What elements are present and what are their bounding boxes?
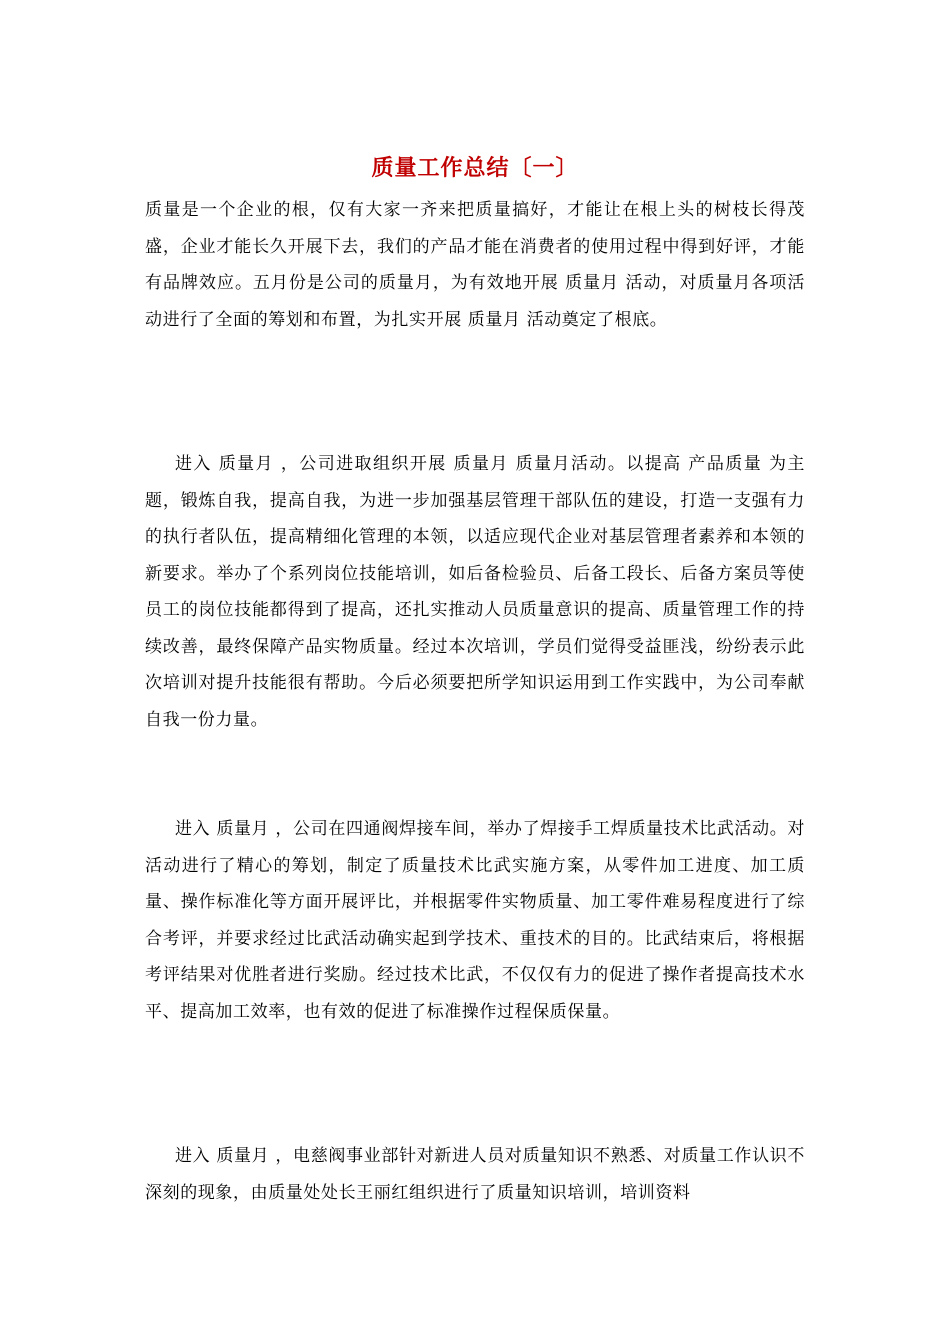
paragraph-training: 进入 质量月 ，公司进取组织开展 质量月 质量月活动。以提高 产品质量 为主题，锻炼自我，提高自我，为进一步加强基层管理干部队伍的建设，打造一支强有力的执行者队伍，提高精细化管理的本领，以适应现代企业对基层管理者素养和本领的新要求。举办了个系列岗位技能培训，如后备检验员、后备工段长、后备方案员等使员工的岗位技能都得到了提高，还扎实推动人员质量意识的提高、质量管理工作的持续改善，最终保障产品实物质量。经过本次培训，学员们觉得受益匪浅，纷纷表示此次培训对提升技能很有帮助。今后必须要把所学知识运用到工作实践中，为公司奉献自我一份力量。 xyxy=(145,454,805,730)
document-title: 质量工作总结〔一〕 xyxy=(371,155,579,181)
paragraph-intro: 质量是一个企业的根，仅有大家一齐来把质量搞好，才能让在根上头的树枝长得茂盛，企业才能长久开展下去，我们的产品才能在消费者的使用过程中得到好评，才能有品牌效应。五月份是公司的质量月，为有效地开展 质量月 活动，对质量月各项活动进行了全面的筹划和布置，为扎实开展 质量月 活动奠定了根底。 xyxy=(145,200,805,330)
paragraph-knowledge-training: 进入 质量月 ，电慈阀事业部针对新进人员对质量知识不熟悉、对质量工作认识不深刻的现象，由质量处处长王丽红组织进行了质量知识培训，培训资料 xyxy=(145,1146,805,1203)
paragraph-competition: 进入 质量月 ，公司在四通阀焊接车间，举办了焊接手工焊质量技术比武活动。对活动进行了精心的筹划，制定了质量技术比武实施方案，从零件加工进度、加工质量、操作标准化等方面开展评比，并根据零件实物质量、加工零件难易程度进行了综合考评，并要求经过比武活动确实起到学技术、重技术的目的。比武结束后，将根据考评结果对优胜者进行奖励。经过技术比武，不仅仅有力的促进了操作者提高技术水平、提高加工效率，也有效的促进了标准操作过程保质保量。 xyxy=(145,819,805,1022)
